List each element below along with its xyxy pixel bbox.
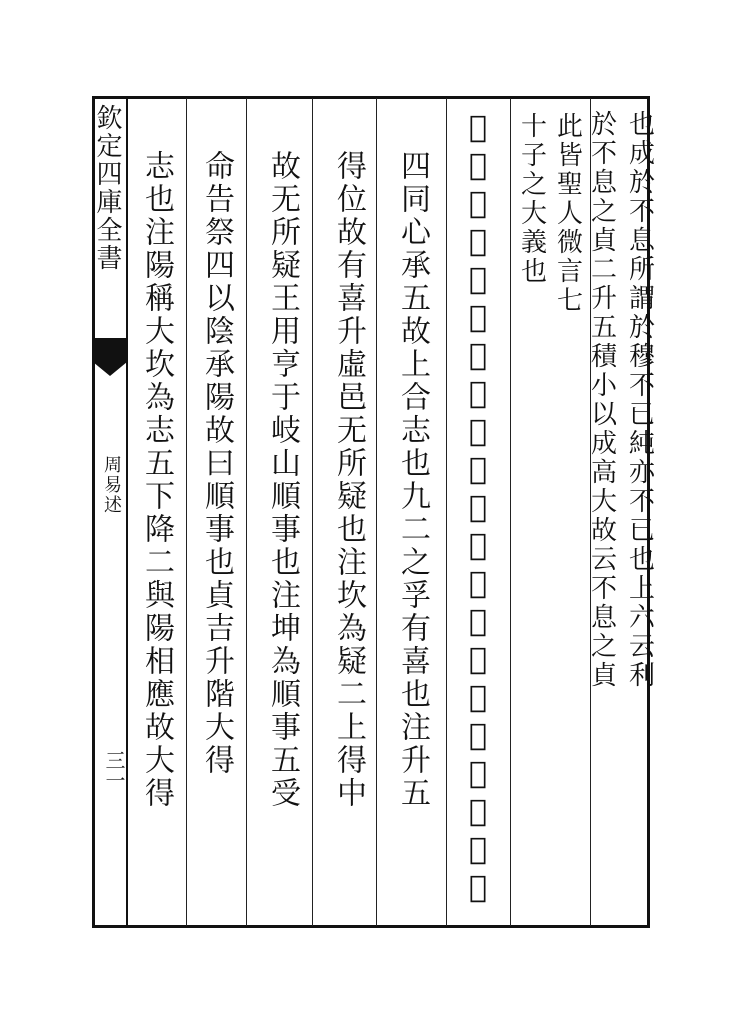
- column-rule: [312, 98, 313, 926]
- column-text: 也成於不息所謂於穆不已純亦不已也上六云利: [624, 110, 655, 690]
- column-text: 十子之大義也: [516, 112, 547, 286]
- column-text: 故无所疑王用亨于岐山順事也注坤為順事五受: [265, 150, 300, 810]
- column-text: 於不息之貞二升五積小以成高大故云不息之貞: [586, 110, 617, 690]
- text-column-5: [450, 110, 506, 920]
- column-rule: [186, 98, 187, 926]
- margin-title: 欽定四庫全書: [92, 104, 122, 272]
- column-text: 命告祭四以陰承陽故曰順事也貞吉升階大得: [199, 150, 234, 777]
- text-column-4: [504, 112, 560, 922]
- column-text: 志也注陽稱大坎為志五下降二與陽相應故大得: [139, 150, 174, 810]
- fish-tail-mark-icon: [93, 338, 127, 362]
- text-column-10: [128, 150, 184, 960]
- column-text: 得位故有喜升虛邑无所疑也注坎為疑二上得中: [331, 150, 366, 810]
- text-column-9: [188, 150, 244, 960]
- text-column-8: [254, 150, 310, 960]
- column-rule: [446, 98, 447, 926]
- column-text: 𬄟升大吉上合志也注上謂五二升五坎為志初變應: [460, 110, 496, 908]
- fish-tail-notch-icon: [93, 362, 127, 376]
- column-rule: [246, 98, 247, 926]
- column-text: 此皆聖人微言七: [552, 112, 583, 315]
- column-text: 四同心承五故上合志也九二之孚有喜也注升五: [395, 150, 430, 810]
- margin-chapter: 周易述: [101, 455, 122, 515]
- text-column-6: [384, 150, 440, 960]
- text-column-7: [320, 150, 376, 960]
- margin-page-number: 三一: [102, 750, 126, 790]
- column-rule: [376, 98, 377, 926]
